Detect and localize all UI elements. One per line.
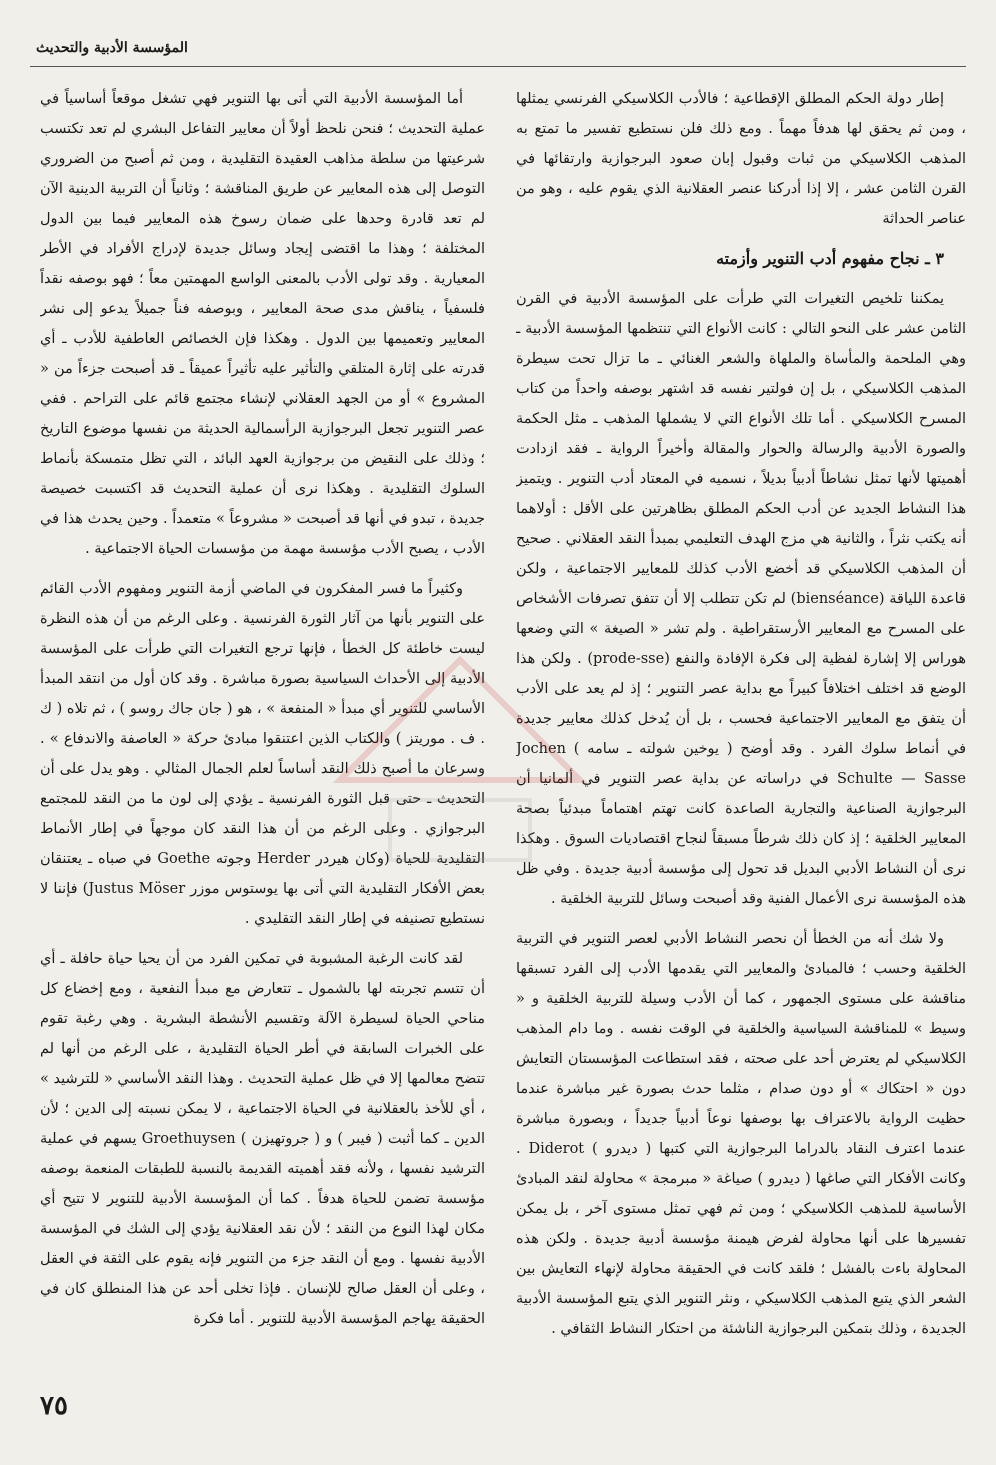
- paragraph: يمكننا تلخيص التغيرات التي طرأت على المؤسسة الأدبية في القرن الثامن عشر على النحو التالي : كانت الأنواع التي تنتظمها المؤسسة الأدبية ـ وهي الملحمة والمأساة والملهاة والشعر الغنائي ـ ما تزال تحت سيطرة المذهب الكلاسيكي ، بل إن فولتير نفسه قد اشتهر بوصفه واحداً من كتاب المسرح الكلاسيكي . أما تلك الأنواع التي لا يشملها المذهب ـ مثل الحكمة والصورة الأدبية والرسالة والحوار والمقالة وأخيراً الرواية ـ فقد ازدادت أهميتها لأنها تمثل نشاطاً أدبياً بديلاً ، نسميه في المعتاد أدب التنوير . ويتميز هذا النشاط الجديد عن أدب الحكم المطلق بظاهرتين على الأقل : أولاهما أنه يكتب نثراً ، والثانية هي مزج الهدف التعليمي بمبدأ النقد العقلاني . صحيح أن المذهب الكلاسيكي قد أخضع الأدب كذلك للمعايير الاجتماعية ، ولكن قاعدة اللياقة (bienséance) لم تكن تتطلب إلا أن تتفق تصرفات الأشخاص على المسرح مع المعايير الأرستقراطية . ولم تشر « الصيغة » التي وضعها هوراس إلا إشارة لفظية إلى فكرة الإفادة والنفع (prode-sse) . ولكن هذا الوضع قد اختلف اختلافاً كبيراً مع بداية عصر التنوير ؛ إذ لم يعد على الأدب أن يتفق مع المعايير الاجتماعية فحسب ، بل أن يُدخل كذلك معايير جديدة في أنماط سلوك الفرد . وقد أوضح ( يوخين شولته ـ سامه ) Jochen Schulte — Sasse في دراساته عن بداية عصر التنوير في ألمانيا أن البرجوازية الصناعية والتجارية الصاعدة كانت تهتم اهتماماً مبدئياً بصحة المعايير الخلقية ؛ إذ كان ذلك شرطاً مسبقاً لنجاح اقتصاديات السوق . وهكذا نرى أن النشاط الأدبي البديل قد تحول إلى مؤسسة أدبية جديدة . وفي ظل هذه المؤسسة نرى الأعمال الفنية وقد أصبحت وسائل للتربية الخلقية .: [516, 291, 966, 907]
- paragraph: إطار دولة الحكم المطلق الإقطاعية ؛ فالأدب الكلاسيكي الفرنسي يمثلها ، ومن ثم يحقق لها هدفاً مهماً . ومع ذلك فلن نستطيع تفسير ما تمتع به المذهب الكلاسيكي من ثبات وقبول إبان صعود البرجوازية وارتقائها في القرن الثامن عشر ، إلا إذا أدركنا عنصر العقلانية الذي يقوم عليه ، وهو من عناصر الحداثة: [516, 91, 966, 227]
- paragraph: أما المؤسسة الأدبية التي أتى بها التنوير فهي تشغل موقعاً أساسياً في عملية التحديث ؛ فنحن نلحظ أولاً أن معايير التفاعل البشري لم تعد تكتسب شرعيتها من سلطة مذاهب العقيدة التقليدية ، ومن ثم أصبح من الضروري التوصل إلى هذه المعايير عن طريق المناقشة ؛ وثانياً أن التربية الدينية الآن لم تعد قادرة وحدها على ضمان رسوخ هذه المعايير فيما بين الدول المختلفة ؛ وهذا ما اقتضى إيجاد وسائل جديدة لإدراج الأفراد في الأطر المعيارية . وقد تولى الأدب بالمعنى الواسع المهمتين معاً ؛ فهو بوصفه نقداً فلسفياً ، يناقش مدى صحة المعايير ، وبوصفه فناً جميلاً يدعو إلى نشر المعايير وتعميمها بين الدول . وهكذا فإن الخصائص العاطفية للأدب ـ أي قدرته على إثارة المتلقي والتأثير عليه تأثيراً عميقاً ـ قد أصبحت جزءاً من « المشروع » أو من الجهد العقلاني لإنشاء مجتمع قائم على التراحم . ففي عصر التنوير تجعل البرجوازية الرأسمالية الحديثة من نفسها موضوع التاريخ ؛ وذلك على النقيض من برجوازية العهد البائد ، التي تظل متمسكة بأنماط السلوك التقليدية . وهكذا نرى أن عملية التحديث قد اكتسبت خصيصة جديدة ، تبدو في أنها قد أصبحت « مشروعاً » متعمداً . وحين يحدث هذا في الأدب ، يصبح الأدب مؤسسة مهمة من مؤسسات الحياة الاجتماعية .: [40, 91, 485, 557]
- paragraph: ولا شك أنه من الخطأ أن نحصر النشاط الأدبي لعصر التنوير في التربية الخلقية وحسب ؛ فالمبادئ والمعايير التي يقدمها الأدب إلى الفرد تسبقها مناقشة على مستوى الجمهور ، كما أن الأدب وسيلة للتربية الخلقية و « وسيط » للمناقشة السياسية والخلقية في الوقت نفسه . وما دام المذهب الكلاسيكي لم يعترض أحد على صحته ، فقد استطاعت المؤسستان التعايش دون « احتكاك » أو دون صدام ، مثلما حدث بصورة غير مباشرة عندما حظيت الرواية بالاعتراف بها بوصفها نوعاً أدبياً جديداً ، وبصورة مباشرة عندما اعترف النقاد بالدراما البرجوازية التي كتبها ( ديدرو ) Diderot . وكانت الأفكار التي صاغها ( ديدرو ) صياغة « مبرمجة » محاولة لنقد المبادئ الأساسية للمذهب الكلاسيكي ؛ ومن ثم فهي تمثل مستوى آخر ، بل يمكن تفسيرها على أنها محاولة لفرض هيمنة مؤسسة أدبية جديدة . ولكن هذه المحاولة باءت بالفشل ؛ فلقد كانت في الحقيقة محاولة لإنهاء التعايش بين الشعر الذي يتبع المذهب الكلاسيكي ، ونثر التنوير الذي يتبع المؤسسة الأدبية الجديدة ، وذلك بتمكين البرجوازية الناشئة من احتكار النشاط الثقافي .: [516, 931, 966, 1337]
- right-column: [516, 84, 966, 1374]
- paragraph: وكثيراً ما فسر المفكرون في الماضي أزمة التنوير ومفهوم الأدب القائم على التنوير بأنها من آثار الثورة الفرنسية . وعلى الرغم من أن هذه النظرة ليست خاطئة كل الخطأ ، فإنها ترجع التغيرات التي طرأت على المؤسسة الأدبية إلى الأحداث السياسية بصورة مباشرة . وقد كان أول من انتقد المبدأ الأساسي للتنوير أي مبدأ « المنفعة » ، هو ( جان جاك روسو ) ، ثم تلاه ( ك . ف . موريتز ) والكتاب الذين اعتنقوا مبادئ حركة « العاصفة والاندفاع » . وسرعان ما أصبح ذلك النقد أساساً لعلم الجمال المثالي . وهو يدل على أن التحديث ـ حتى قبل الثورة الفرنسية ـ يؤدي إلى لون ما من النقد للمجتمع البرجوازي . وعلى الرغم من أن هذا النقد كان موجهاً في إطار الأنماط التقليدية للحياة (وكان هيردر Herder وجوته Goethe في صباه ـ يعتنقان بعض الأفكار التقليدية التي أتى بها يوستوس موزر Justus Möser) فإننا لا نستطيع تصنيفه في إطار النقد التقليدي .: [40, 581, 485, 927]
- left-column: [40, 84, 485, 1379]
- page-number: ٧٥: [40, 1391, 68, 1421]
- header-rule: [30, 66, 966, 67]
- running-header: المؤسسة الأدبية والتحديث: [36, 40, 188, 56]
- section-heading: ٣ ـ نجاح مفهوم أدب التنوير وأزمته: [716, 249, 944, 268]
- paragraph: لقد كانت الرغبة المشبوبة في تمكين الفرد من أن يحيا حياة حافلة ـ أي أن تتسم تجربته لها بالشمول ـ تتعارض مع مبدأ النفعية ، ومع إخضاع كل مناحي الحياة لسيطرة الآلة وتقسيم الأنشطة البشرية . وهي رغبة تقوم على الخبرات السابقة في أطر الحياة التقليدية ، على الرغم من أنها لم تتضح معالمها إلا في ظل عملية التحديث . وهذا النقد الأساسي « للترشيد » ، أي للأخذ بالعقلانية في الحياة الاجتماعية ، لا يمكن نسبته إلى الدين ؛ لأن الدين ـ كما أثبت ( فيبر ) و ( جروتهيزن ) Groethuysen يسهم في عملية الترشيد نفسها ، ولأنه فقد أهميته القديمة بالنسبة للطبقات المنعمة بوصفه مؤسسة تضمن للحياة هدفاً . كما أن المؤسسة الأدبية للتنوير لا تتيح أي مكان لهذا النوع من النقد ؛ لأن نقد العقلانية يؤدي إلى الشك في المؤسسة الأدبية نفسها . ومع أن النقد جزء من التنوير فإنه يقوم على الثقة في العقل ، وعلى أن العقل صالح للإنسان . فإذا تخلى أحد عن هذا المنطلق كان في الحقيقة يهاجم المؤسسة الأدبية للتنوير . أما فكرة: [40, 951, 485, 1327]
